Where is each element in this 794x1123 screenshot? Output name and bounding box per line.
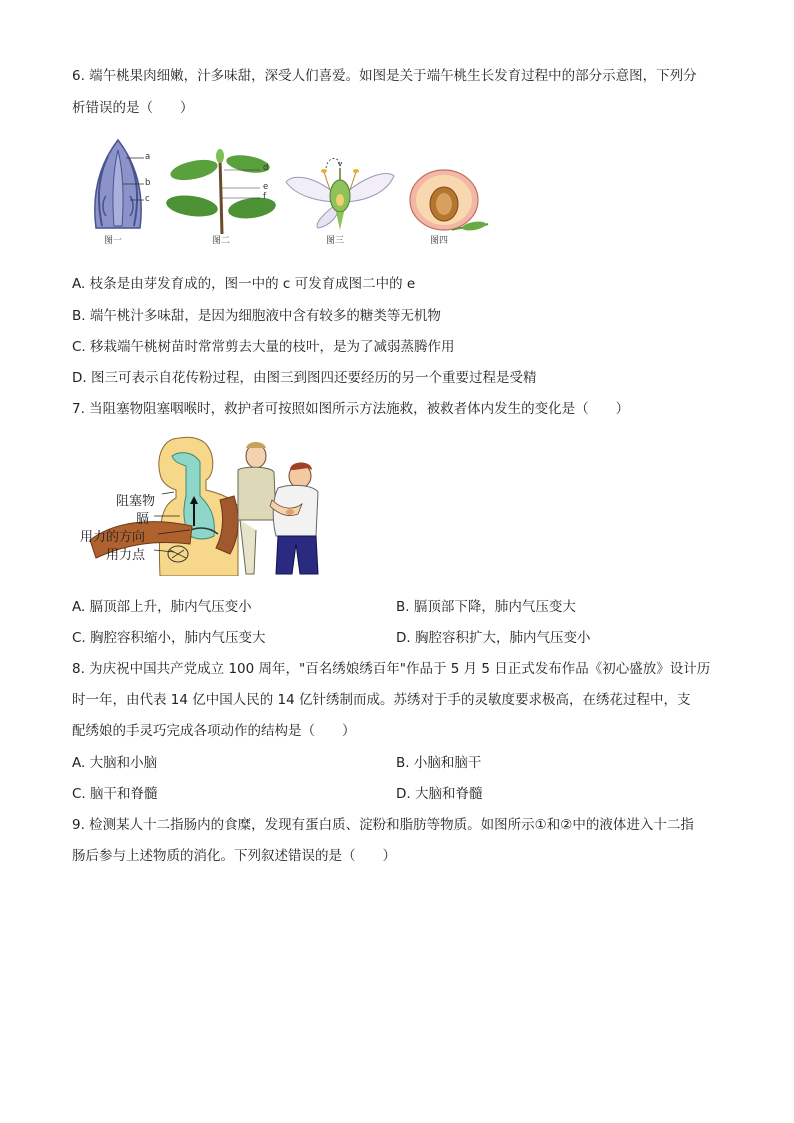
q6-option-c[interactable]: C. 移栽端午桃树苗时常常剪去大量的枝叶，是为了减弱蒸腾作用 (72, 339, 455, 355)
q7-stem-line1: 7. 当阻塞物阻塞咽喉时，救护者可按照如图所示方法施救，被救者体内发生的变化是（ ） (72, 401, 630, 417)
branch-figure (164, 148, 276, 234)
peach-figure (404, 166, 490, 232)
fig2-label-f: f (263, 192, 266, 202)
q8-option-d[interactable]: D. 大脑和脊髓 (396, 786, 483, 802)
fig4-caption: 图四 (430, 236, 449, 246)
q7-option-b[interactable]: B. 膈顶部下降，肺内气压变大 (396, 599, 576, 615)
fig1-label-b: b (145, 178, 151, 188)
q6-stem-line1: 6. 端午桃果肉细嫩，汁多味甜，深受人们喜爱。如图是关于端午桃生长发育过程中的部分示意图，下列分 (72, 68, 697, 84)
fig1-label-a: a (145, 152, 151, 162)
label-force-point: 用力点 (106, 548, 146, 563)
fig1-caption: 图一 (104, 236, 123, 246)
q6-option-b[interactable]: B. 端午桃汁多味甜，是因为细胞液中含有较多的糖类等无机物 (72, 308, 441, 324)
label-obstruction: 阻塞物 (116, 494, 156, 509)
q7-option-a[interactable]: A. 膈顶部上升，肺内气压变小 (72, 599, 252, 615)
fig2-label-e: e (263, 182, 269, 192)
q8-stem-line1: 8. 为庆祝中国共产党成立 100 周年，"百名绣娘绣百年"作品于 5 月 5 日正式发布作品《初心盛放》设计历 (72, 661, 711, 677)
q6-option-d[interactable]: D. 图三可表示自花传粉过程，由图三到图四还要经历的另一个重要过程是受精 (72, 370, 537, 386)
q7-option-c[interactable]: C. 胸腔容积缩小，肺内气压变大 (72, 630, 266, 646)
q7-option-d[interactable]: D. 胸腔容积扩大，肺内气压变小 (396, 630, 591, 646)
fig2-caption: 图二 (212, 236, 231, 246)
q6-stem-line2: 析错误的是（ ） (72, 100, 194, 116)
q6-option-a[interactable]: A. 枝条是由芽发育成的，图一中的 c 可发育成图二中的 e (72, 276, 416, 292)
bud-section-figure (78, 136, 158, 244)
q9-stem-line2: 肠后参与上述物质的消化。下列叙述错误的是（ ） (72, 848, 396, 864)
fig3-caption: 图三 (326, 236, 345, 246)
flower-figure (284, 154, 396, 230)
label-diaphragm: 膈 (136, 512, 150, 527)
fig1-label-c: c (145, 194, 150, 204)
label-force-direction: 用力的方向 (80, 530, 146, 545)
label-leader-lines (150, 490, 210, 560)
heimlich-people-figure (232, 440, 324, 576)
q8-option-a[interactable]: A. 大脑和小脑 (72, 755, 158, 771)
q8-stem-line2: 时一年，由代表 14 亿中国人民的 14 亿针绣制而成。苏绣对于手的灵敏度要求极高，在绣花过程中，支 (72, 692, 691, 708)
q8-stem-line3: 配绣娘的手灵巧完成各项动作的结构是（ ） (72, 723, 356, 739)
q8-option-b[interactable]: B. 小脑和脑干 (396, 755, 482, 771)
fig2-label-d: d (263, 163, 269, 173)
q9-stem-line1: 9. 检测某人十二指肠内的食糜，发现有蛋白质、淀粉和脂肪等物质。如图所示①和②中的液体进入十二指 (72, 817, 694, 833)
q8-option-c[interactable]: C. 脑干和脊髓 (72, 786, 158, 802)
